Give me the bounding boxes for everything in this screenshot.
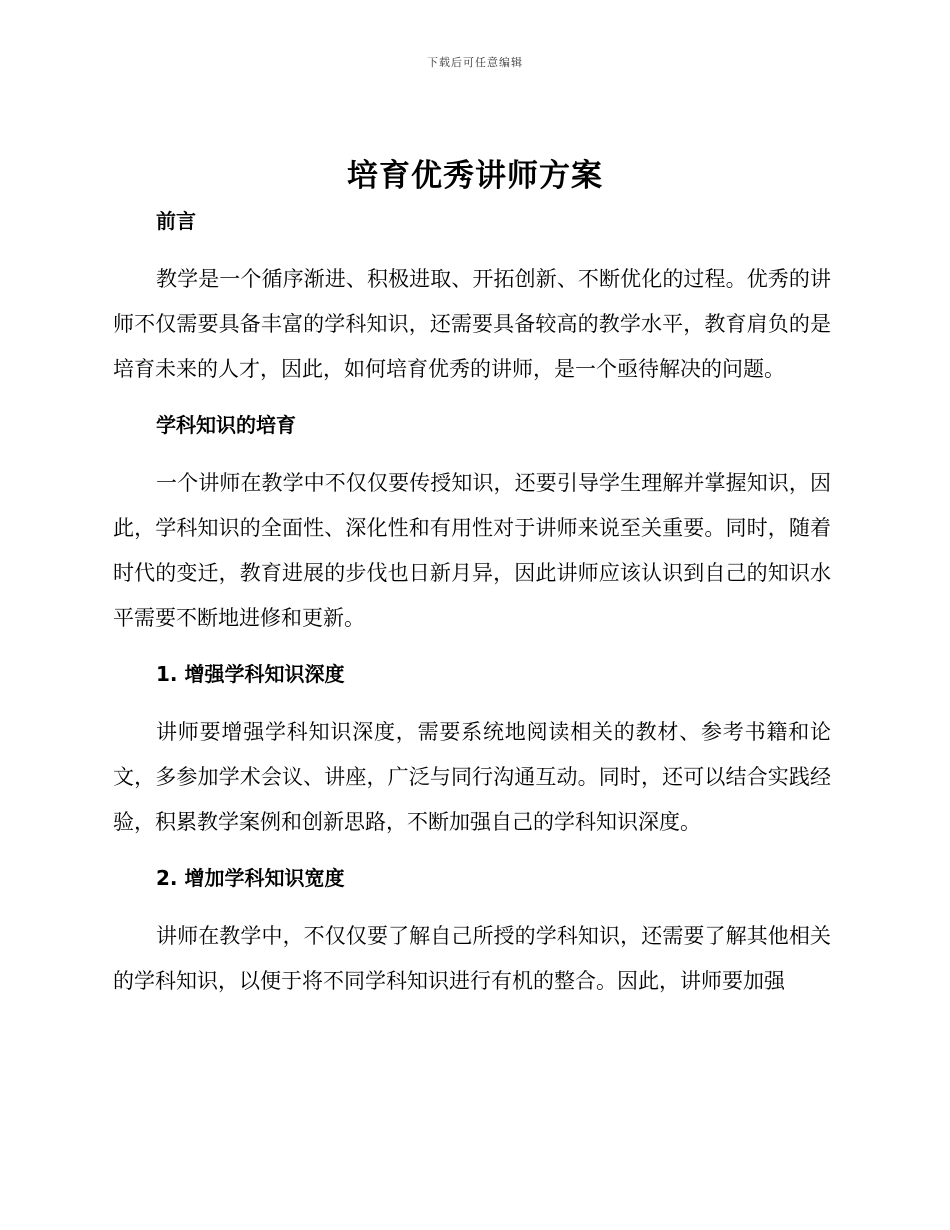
section-knowledge-breadth [113,855,831,1004]
section-heading: 学科知识的培育 [156,413,296,437]
section-heading: 前言 [156,209,196,233]
section-knowledge-depth [113,651,831,855]
section-heading: 2. 增加学科知识宽度 [156,866,345,890]
section-subject-knowledge [113,402,831,651]
document-title: 培育优秀讲师方案 [347,158,603,194]
section-paragraph: 讲师要增强学科知识深度，需要系统地阅读相关的教材、参考书籍和论文，多参加学术会议、讲座，广泛与同行沟通互动。同时，还可以结合实践经验，积累教学案例和创新思路，不断加强自己的学科知识深度。 [113,720,831,834]
section-paragraph: 讲师在教学中，不仅仅要了解自己所授的学科知识，还需要了解其他相关的学科知识，以便于将不同学科知识进行有机的整合。因此，讲师要加强 [113,924,831,993]
section-paragraph: 教学是一个循序渐进、积极进取、开拓创新、不断优化的过程。优秀的讲师不仅需要具备丰富的学科知识，还需要具备较高的教学水平，教育肩负的是培育未来的人才，因此，如何培育优秀的讲师，是一个亟待解决的问题。 [113,267,831,381]
section-heading: 1. 增强学科知识深度 [156,662,345,686]
page-header-note: 下载后可任意编辑 [427,56,523,69]
section-paragraph: 一个讲师在教学中不仅仅要传授知识，还要引导学生理解并掌握知识，因此，学科知识的全面性、深化性和有用性对于讲师来说至关重要。同时，随着时代的变迁，教育进展的步伐也日新月异，因此讲师应该认识到自己的知识水平需要不断地进修和更新。 [113,471,831,630]
section-preface [113,198,831,402]
document-body [113,198,831,1004]
